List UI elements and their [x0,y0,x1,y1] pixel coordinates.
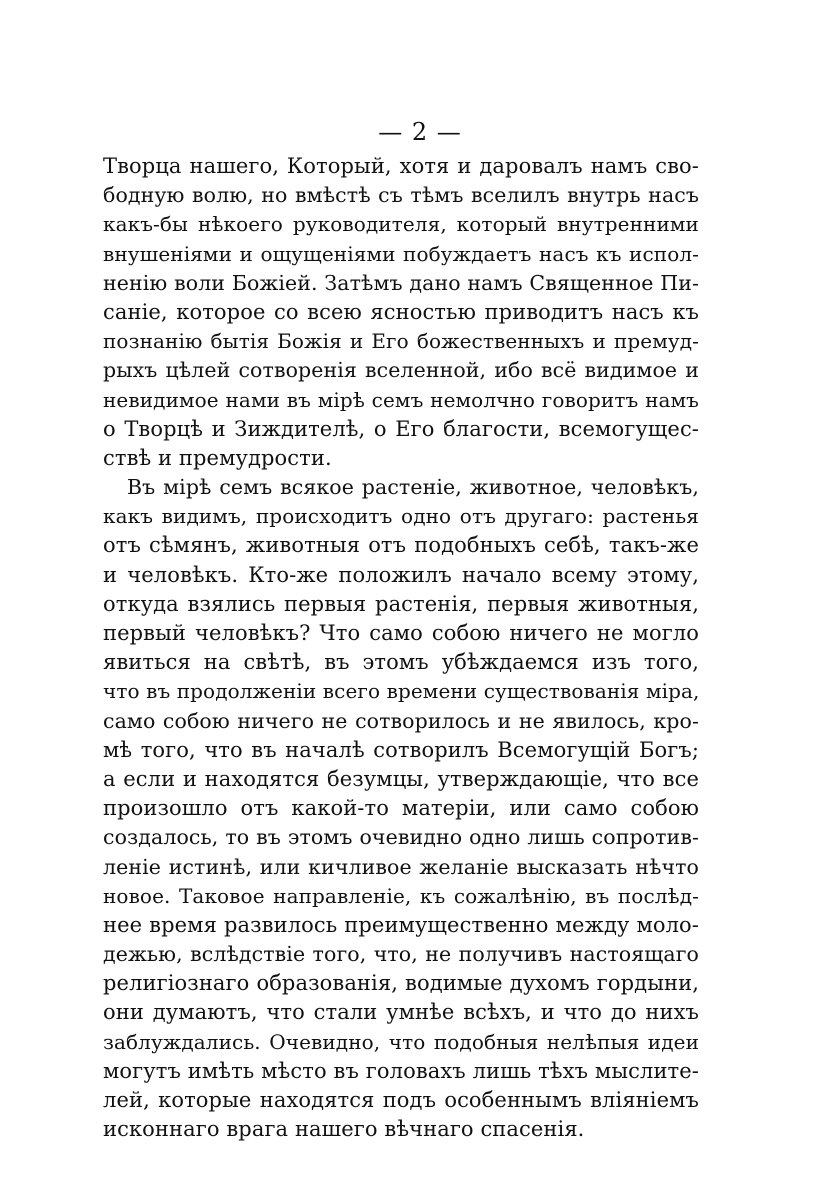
text-line: они думаютъ, что стали умнѣе всѣхъ, и что до нихъ [103,1000,699,1025]
paragraph-1 [103,152,699,473]
text-line: что въ продолженіи всего времени существованія міра, [103,679,700,704]
text-line: а если и находятся безумцы, утверждающіе, что все [103,766,699,791]
text-line: откуда взялись первыя растенія, первыя животныя, [103,591,699,616]
text-line: и человѣкъ. Кто-же положилъ начало всему этому, [103,562,699,587]
text-line: заблуждались. Очевидно, что подобныя нелѣпыя идеи [103,1029,699,1054]
text-line: создалось, то въ этомъ очевидно одно лишь сопротив- [103,825,699,850]
text-line: внушеніями и ощущеніями побуждаетъ насъ къ испол- [103,241,699,266]
text-line: исконнаго врага нашего вѣчнаго спасенія. [103,1117,585,1142]
text-line: леніе истинѣ, или кичливое желаніе высказать нѣчто [103,854,699,879]
text-line: ствѣ и премудрости. [103,445,332,470]
text-line: бодную волю, но вмѣстѣ съ тѣмъ вселилъ внутрь насъ [103,183,699,208]
text-line: о Творцѣ и Зиждителѣ, о Его благости, всемогущес- [103,416,699,441]
text-line: познанію бытія Божія и Его божественныхъ и премуд- [103,329,699,354]
text-line: рыхъ цѣлей сотворенія вселенной, ибо всё видимое и [103,358,699,383]
text-line: какъ видимъ, происходитъ одно отъ другаго: растенья [103,504,699,529]
text-line: Творца нашего, Который, хотя и даровалъ намъ сво- [103,154,699,178]
body-text [103,152,699,1144]
text-line: нее время развилось преимущественно между моло- [103,912,699,937]
text-line: лей, которые находятся подъ особеннымъ вліяніемъ [103,1088,699,1112]
text-line: Въ мірѣ семъ всякое растеніе, животное, человѣкъ, [127,475,699,500]
text-line: невидимое нами въ мірѣ семъ немолчно говоритъ намъ [103,387,699,412]
text-line: новое. Таковое направленіе, къ сожалѣнію, въ послѣд- [103,883,699,908]
text-line: какъ-бы нѣкоего руководителя, который внутренними [103,212,699,237]
text-line: могутъ имѣть мѣсто въ головахъ лишь тѣхъ мыслите- [103,1058,699,1083]
text-line: саніе, которое со всею ясностью приводитъ насъ къ [103,299,699,324]
text-line: первый человѣкъ? Что само собою ничего не могло [103,621,699,645]
text-line: отъ сѣмянъ, животныя отъ подобныхъ себѣ, такъ-же [103,533,699,558]
text-line: ненію воли Божіей. Затѣмъ дано намъ Священное Пи- [103,270,699,295]
text-line: произошло отъ какой-то матеріи, или само собою [103,796,699,821]
text-line: явиться на свѣтѣ, въ этомъ убѣждаемся изъ того, [103,650,699,675]
text-line: религіознаго образованія, водимые духомъ гордыни, [103,971,699,996]
text-line: мѣ того, что въ началѣ сотворилъ Всемогущій Богъ; [103,737,699,762]
paragraph-2 [103,473,699,1144]
page-number: — 2 — [378,118,462,146]
text-line: дежью, вслѣдствіе того, что, не получивъ настоящаго [103,942,699,967]
text-line: само собою ничего не сотворилось и не явилось, кро- [103,708,699,733]
